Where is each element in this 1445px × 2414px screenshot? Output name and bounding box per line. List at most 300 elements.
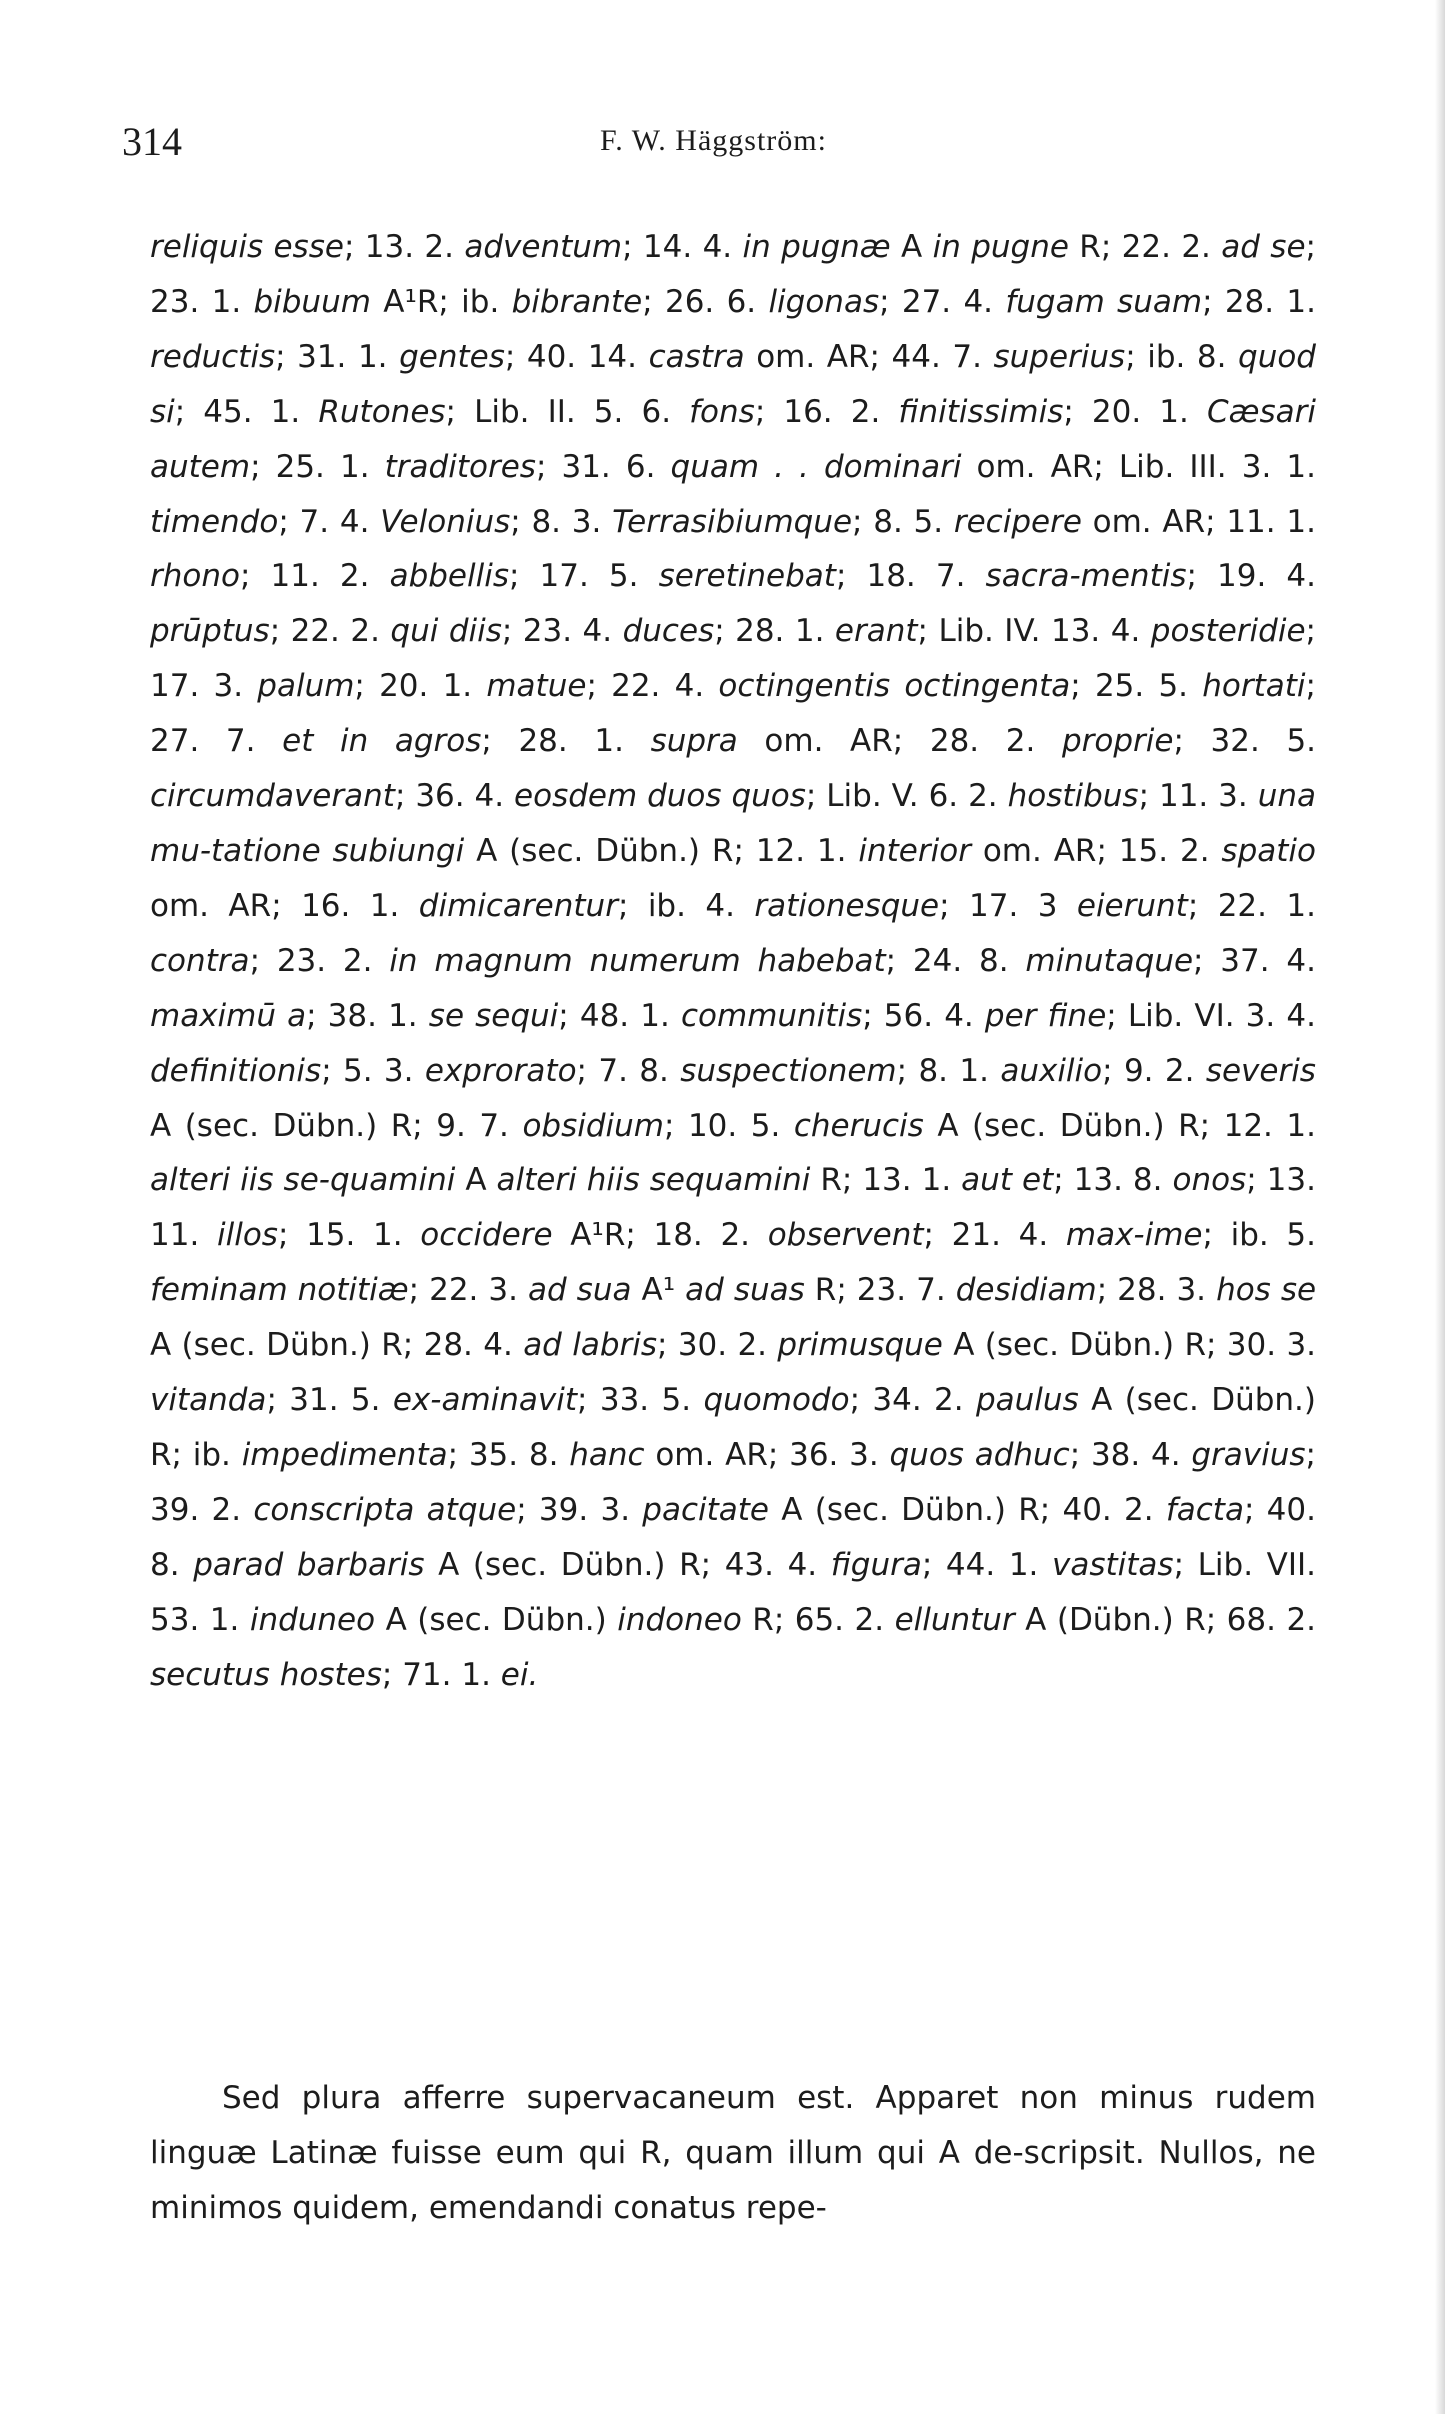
entry-reference: 13. 11.: [150, 1162, 1316, 1254]
entry-lemma: contra: [150, 942, 250, 979]
entry-lemma: bibuum: [253, 283, 371, 320]
entry-reference: 11. 2.: [270, 558, 370, 595]
apparatus-entry: 9. 7. obsidium;: [436, 1107, 688, 1144]
apparatus-entry: ib. 8. quod si;: [150, 338, 1316, 430]
apparatus-entry: 17. 5. seretinebat;: [539, 558, 867, 595]
apparatus-entry: 24. 8. minutaque;: [912, 942, 1221, 979]
apparatus-entry: 11. 3. una mu-tatione subiungi A (sec. Dübn.) R;: [150, 778, 1316, 869]
apparatus-entry: 14. 4. in pugnæ A in pugne R;: [642, 229, 1122, 265]
apparatus-entry: 39. 3. pacitate A (sec. Dübn.) R;: [538, 1491, 1063, 1528]
entry-lemma: quam . . dominari: [670, 448, 962, 485]
entry-lemma: palum: [257, 668, 355, 705]
apparatus-entry: 40. 8. parad barbaris A (sec. Dübn.) R;: [150, 1491, 1316, 1583]
critical-apparatus: [150, 220, 1316, 1702]
entry-lemma: ad sua: [528, 1272, 632, 1309]
apparatus-entry: Lib. VI. 3. 4. definitionis;: [150, 997, 1316, 1089]
apparatus-entry: 7. 4. Velonius;: [299, 503, 532, 540]
entry-lemma: reliquis esse: [150, 229, 344, 265]
entry-lemma: in pugnæ: [742, 229, 891, 265]
entry-reference: 26. 6.: [664, 283, 757, 320]
entry-reference: Lib. VII. 53. 1.: [150, 1546, 1316, 1638]
entry-witness: om. AR: [1092, 503, 1206, 540]
entry-lemma: supra: [650, 723, 738, 760]
entry-reference: 31. 5.: [289, 1382, 381, 1419]
entry-lemma: una mu-tatione subiungi: [150, 778, 1316, 869]
entry-reference: ib.: [192, 1436, 231, 1473]
paragraph-text: Sed plura afferre supervacaneum est. Apparet non minus rudem linguæ Latinæ fuisse eum qui R, quam illum qui A de-scripsit. Nullos, ne minimos quidem, emendandi conatus repe-: [150, 2080, 1316, 2226]
entry-lemma: abbellis: [389, 558, 509, 595]
entry-reference: 32. 5.: [1210, 723, 1317, 760]
entry-witness: A (sec. Dübn.) R: [438, 1546, 701, 1583]
entry-reference: 44. 1.: [945, 1546, 1039, 1583]
entry-lemma: circumdaverant: [150, 778, 395, 815]
entry-reference: 27. 4.: [901, 283, 994, 320]
entry-lemma: paulus: [975, 1382, 1079, 1419]
apparatus-entry: 31. 6. quam . . dominari om. AR;: [561, 448, 1119, 485]
entry-lemma: pacitate: [642, 1491, 770, 1528]
entry-reference: 48. 1.: [579, 997, 670, 1034]
entry-lemma: parad barbaris: [193, 1546, 425, 1583]
entry-lemma: exprorato: [424, 1052, 577, 1089]
entry-lemma: se sequi: [428, 997, 559, 1034]
entry-lemma: minutaque: [1025, 942, 1194, 979]
entry-reference: 39. 2.: [150, 1491, 242, 1528]
apparatus-entry: 43. 4. figura;: [724, 1546, 946, 1583]
entry-lemma: eosdem duos quos: [514, 778, 806, 815]
entry-lemma: quod si: [150, 338, 1316, 430]
entry-reference: 14. 4.: [642, 229, 733, 265]
entry-lemma: proprie: [1061, 723, 1174, 760]
apparatus-entry: 65. 2. elluntur A (Dübn.) R;: [794, 1601, 1227, 1638]
apparatus-entry: 28. 3. hos se A (sec. Dübn.) R;: [150, 1272, 1317, 1364]
entry-witness: A: [901, 229, 923, 265]
apparatus-entry: 40. 14. castra om. AR;: [526, 338, 892, 375]
entry-lemma: Terrasibiumque: [612, 503, 853, 540]
entry-reference: 7. 4.: [299, 503, 370, 540]
entry-witness: A (sec. Dübn.) R: [150, 1107, 413, 1144]
entry-reference: 28. 4.: [423, 1327, 513, 1364]
apparatus-entry: 18. 7. sacra-mentis;: [866, 558, 1218, 595]
entry-lemma: posteridie: [1150, 613, 1306, 650]
entry-reference: 8. 5.: [873, 503, 944, 540]
entry-reference: 8. 1.: [918, 1052, 989, 1089]
entry-lemma: duces: [622, 613, 715, 650]
entry-reference: 17. 3.: [150, 668, 244, 705]
entry-reference: 65. 2.: [794, 1601, 885, 1638]
entry-reference: 19. 4.: [1217, 558, 1317, 595]
apparatus-entry: 56. 4. per fine;: [883, 997, 1128, 1034]
entry-reference: 27. 7.: [150, 723, 256, 760]
apparatus-entry: Lib. V. 6. 2. hostibus;: [826, 778, 1159, 815]
entry-lemma: spatio: [1221, 832, 1316, 869]
entry-reference: 56. 4.: [883, 997, 974, 1034]
apparatus-entry: 7. 8. suspectionem;: [598, 1052, 919, 1089]
entry-witness: om. AR: [756, 338, 870, 375]
entry-lemma: timendo: [150, 503, 279, 540]
entry-reference: 22. 2.: [290, 613, 380, 650]
entry-variant-witness: R: [1079, 229, 1101, 265]
entry-lemma: hostibus: [1007, 778, 1139, 815]
entry-reference: ib. 4.: [647, 887, 735, 924]
entry-reference: 25. 5.: [1094, 668, 1189, 705]
apparatus-entry: 35. 8. hanc om. AR;: [468, 1436, 790, 1473]
entry-reference: 15. 1.: [306, 1217, 403, 1254]
entry-lemma: hos se: [1216, 1272, 1317, 1309]
entry-lemma: induneo: [249, 1601, 376, 1638]
entry-lemma: feminam notitiæ: [150, 1272, 409, 1309]
entry-lemma: elluntur: [894, 1601, 1015, 1638]
entry-lemma: bibrante: [511, 283, 643, 320]
apparatus-entry: 68. 2. secutus hostes;: [150, 1601, 1317, 1693]
apparatus-entry: 36. 4. eosdem duos quos;: [415, 778, 827, 815]
apparatus-entry: 16. 1. dimicarentur;: [301, 887, 648, 924]
apparatus-entry: 38. 1. se sequi;: [327, 997, 580, 1034]
entry-variant-witness: R: [814, 1272, 837, 1309]
entry-lemma: quos adhuc: [889, 1436, 1070, 1473]
entry-reference: 36. 4.: [415, 778, 505, 815]
entry-reference: 28. 2.: [929, 723, 1036, 760]
body-paragraph: [150, 2071, 1316, 2236]
apparatus-entry: 36. 3. quos adhuc;: [789, 1436, 1091, 1473]
entry-witness: om. AR: [976, 448, 1094, 485]
apparatus-entry: ib. 4. rationesque;: [647, 887, 969, 924]
entry-lemma: hortati: [1202, 668, 1306, 705]
entry-witness: A (sec. Dübn.) R: [937, 1107, 1200, 1144]
entry-reference: 5. 3.: [343, 1052, 414, 1089]
apparatus-entry: ib. impedimenta;: [192, 1436, 469, 1473]
entry-reference: 44. 7.: [891, 338, 982, 375]
entry-witness: om. AR: [764, 723, 893, 760]
entry-reference: 40. 8.: [150, 1491, 1316, 1583]
apparatus-entry: 13. 11. illos;: [150, 1162, 1316, 1254]
entry-reference: 12. 1.: [1223, 1107, 1316, 1144]
apparatus-entry: 11. 2. abbellis;: [270, 558, 540, 595]
entry-lemma: rhono: [150, 558, 240, 595]
apparatus-entry: Lib. III. 3. 1. timendo;: [150, 448, 1316, 540]
entry-reference: 17. 3: [969, 887, 1058, 924]
entry-lemma: desidiam: [955, 1272, 1097, 1309]
entry-witness: A (sec. Dübn.) R: [150, 1382, 1317, 1473]
entry-reference: ib.: [461, 283, 500, 320]
entry-witness: A: [465, 1162, 487, 1199]
entry-reference: 40. 14.: [526, 338, 638, 375]
entry-reference: 28. 3.: [1117, 1272, 1207, 1309]
entry-reference: 11. 1.: [1226, 503, 1316, 540]
page-number: 314: [122, 119, 182, 164]
entry-reference: 16. 1.: [301, 887, 400, 924]
apparatus-entry: 31. 5. ex-aminavit;: [289, 1382, 600, 1419]
entry-reference: Lib. VI. 3. 4.: [1127, 997, 1316, 1034]
entry-reference: 15. 2.: [1118, 832, 1210, 869]
apparatus-entry: 19. 4. prūptus;: [150, 558, 1317, 650]
entry-reference: 20. 1.: [379, 668, 473, 705]
entry-lemma: traditores: [384, 448, 536, 485]
entry-lemma: ex-aminavit: [392, 1382, 578, 1419]
apparatus-entry: 33. 5. quomodo;: [599, 1382, 873, 1419]
apparatus-entry: 30. 3. vitanda;: [150, 1327, 1317, 1419]
apparatus-entry: 44. 7. superius;: [891, 338, 1148, 375]
apparatus-entry: 26. 6. ligonas;: [664, 283, 902, 320]
entry-reference: 7. 8.: [598, 1052, 669, 1089]
entry-lemma: secutus hostes: [150, 1656, 382, 1693]
entry-reference: 16. 2.: [783, 393, 881, 430]
apparatus-entry: 22. 3. ad sua A¹ ad suas R;: [429, 1272, 857, 1309]
apparatus-entry: reliquis esse;: [150, 229, 365, 265]
entry-lemma: interior: [858, 832, 971, 869]
apparatus-entry: 28. 1. erant;: [735, 613, 939, 650]
entry-lemma: reductis: [150, 338, 276, 375]
entry-lemma: ligonas: [768, 283, 880, 320]
apparatus-entry: Lib. IV. 13. 4. posteridie;: [938, 613, 1316, 650]
entry-lemma: definitionis: [150, 1052, 322, 1089]
entry-variant-lemma: indoneo: [617, 1601, 742, 1638]
entry-reference: 68. 2.: [1226, 1601, 1317, 1638]
entry-reference: Lib. II. 5. 6.: [474, 393, 672, 430]
entry-witness: om. AR: [150, 887, 272, 924]
entry-reference: 38. 1.: [327, 997, 418, 1034]
entry-variant-witness: R: [820, 1162, 842, 1199]
entry-lemma: quomodo: [703, 1382, 850, 1419]
apparatus-entry: 21. 4. max-ime;: [951, 1217, 1231, 1254]
entry-reference: 23. 1.: [150, 283, 242, 320]
entry-reference: 9. 7.: [436, 1107, 509, 1144]
entry-lemma: auxilio: [1000, 1052, 1103, 1089]
apparatus-entry: 23. 1. bibuum A¹R;: [150, 283, 462, 320]
entry-reference: 18. 7.: [866, 558, 966, 595]
apparatus-entry: Lib. II. 5. 6. fons;: [474, 393, 784, 430]
apparatus-entry: 17. 3. palum;: [150, 668, 380, 705]
entry-reference: 33. 5.: [599, 1382, 692, 1419]
apparatus-entry: 20. 1. matue;: [379, 668, 612, 705]
entry-reference: 23. 2.: [276, 942, 373, 979]
entry-reference: 39. 3.: [538, 1491, 631, 1528]
entry-lemma: fugam suam: [1005, 283, 1203, 320]
apparatus-entry: 5. 3. exprorato;: [343, 1052, 599, 1089]
apparatus-entry: 38. 4. gravius;: [1090, 1436, 1316, 1473]
entry-lemma: primusque: [777, 1327, 943, 1364]
apparatus-entry: 28. 1. supra om. AR;: [518, 723, 930, 760]
apparatus-entry: 39. 2. conscripta atque;: [150, 1491, 539, 1528]
entry-lemma: gravius: [1191, 1436, 1306, 1473]
entry-reference: ib. 5.: [1230, 1217, 1316, 1254]
entry-reference: 31. 1.: [297, 338, 388, 375]
entry-reference: 34. 2.: [872, 1382, 964, 1419]
apparatus-entry: 31. 1. gentes;: [297, 338, 527, 375]
entry-lemma: alteri iis se-quamini: [150, 1162, 456, 1199]
entry-reference: 31. 6.: [561, 448, 656, 485]
entry-lemma: cherucis: [793, 1107, 924, 1144]
apparatus-entry: 9. 2. severis A (sec. Dübn.) R;: [150, 1052, 1316, 1144]
apparatus-entry: 27. 4. fugam suam;: [901, 283, 1225, 320]
entry-lemma: seretinebat: [658, 558, 836, 595]
entry-lemma: maximū a: [150, 997, 307, 1034]
entry-lemma: ei.: [500, 1656, 539, 1693]
entry-witness: A (sec. Dübn.): [385, 1601, 607, 1638]
entry-witness: om. AR: [655, 1436, 768, 1473]
apparatus-entry: 25. 1. traditores;: [275, 448, 562, 485]
entry-lemma: facta: [1165, 1491, 1244, 1528]
entry-reference: 13. 2.: [364, 229, 454, 265]
apparatus-entry: 27. 7. et in agros;: [150, 723, 519, 760]
entry-lemma: illos: [216, 1217, 278, 1254]
apparatus-entry: 11. 1. rhono;: [150, 503, 1316, 595]
entry-variant-lemma: alteri hiis sequamini: [496, 1162, 811, 1199]
entry-witness: A (sec. Dübn.) R: [476, 832, 734, 869]
entry-lemma: observent: [767, 1217, 924, 1254]
entry-lemma: hanc: [569, 1436, 645, 1473]
entry-lemma: in magnum numerum habebat: [389, 942, 886, 979]
entry-reference: 36. 3.: [789, 1436, 879, 1473]
apparatus-entry: 23. 7. desidiam;: [856, 1272, 1118, 1309]
entry-witness: A¹: [641, 1272, 676, 1309]
entry-reference: 22. 1.: [1217, 887, 1316, 924]
entry-witness: A (sec. Dübn.) R: [150, 1327, 403, 1364]
running-head: F. W. Häggström:: [600, 124, 827, 157]
entry-reference: 22. 2.: [1121, 229, 1211, 265]
entry-reference: 22. 3.: [429, 1272, 518, 1309]
entry-lemma: figura: [830, 1546, 922, 1583]
entry-reference: 23. 4.: [522, 613, 613, 650]
entry-reference: Lib. IV. 13. 4.: [938, 613, 1141, 650]
entry-witness: A (sec. Dübn.) R: [953, 1327, 1206, 1364]
apparatus-entry: 15. 2. spatio om. AR;: [150, 832, 1316, 924]
apparatus-entry: 40. 2. facta;: [1062, 1491, 1267, 1528]
entry-reference: 28. 1.: [518, 723, 624, 760]
entry-reference: 18. 2.: [653, 1217, 751, 1254]
entry-reference: 40. 2.: [1062, 1491, 1154, 1528]
apparatus-entry: 28. 1. reductis;: [150, 283, 1316, 375]
entry-lemma: per fine: [984, 997, 1107, 1034]
entry-lemma: Cæsari autem: [150, 393, 1316, 485]
entry-witness: A (Dübn.) R: [1025, 1601, 1206, 1638]
entry-reference: ib. 8.: [1147, 338, 1227, 375]
entry-lemma: communitis: [680, 997, 863, 1034]
apparatus-entry: 34. 2. paulus A (sec. Dübn.) R;: [150, 1382, 1317, 1473]
entry-reference: 28. 1.: [735, 613, 825, 650]
entry-lemma: vastitas: [1052, 1546, 1174, 1583]
entry-lemma: Velonius: [380, 503, 511, 540]
apparatus-entry: 25. 5. hortati;: [1094, 668, 1316, 705]
entry-lemma: superius: [993, 338, 1126, 375]
entry-lemma: severis: [1205, 1052, 1316, 1089]
entry-lemma: rationesque: [754, 887, 940, 924]
apparatus-entry: 13. 2. adventum;: [364, 229, 643, 265]
apparatus-entry: 10. 5. cherucis A (sec. Dübn.) R;: [687, 1107, 1224, 1144]
entry-lemma: eierunt: [1076, 887, 1188, 924]
apparatus-entry: 8. 1. auxilio;: [918, 1052, 1124, 1089]
entry-variant-lemma: in pugne: [932, 229, 1069, 265]
entry-lemma: vitanda: [150, 1382, 267, 1419]
entry-witness: A (sec. Dübn.) R: [781, 1491, 1040, 1528]
entry-reference: 71. 1.: [402, 1656, 491, 1693]
entry-reference: 12. 1.: [755, 832, 847, 869]
entry-reference: 30. 2.: [677, 1327, 768, 1364]
entry-lemma: aut et: [961, 1162, 1054, 1199]
entry-lemma: occidere: [420, 1217, 553, 1254]
apparatus-entry: 18. 2. observent;: [653, 1217, 952, 1254]
apparatus-entry: [402, 1657, 538, 1693]
apparatus-entry: 48. 1. communitis;: [579, 997, 884, 1034]
entry-lemma: max-ime: [1065, 1217, 1203, 1254]
entry-lemma: et in agros: [282, 723, 482, 760]
page-edge-shadow: [1435, 0, 1445, 2414]
apparatus-entry: 30. 2. primusque A (sec. Dübn.) R;: [677, 1327, 1227, 1364]
entry-reference: 11. 3.: [1158, 778, 1248, 815]
entry-lemma: dimicarentur: [418, 887, 618, 924]
entry-lemma: erant: [834, 613, 918, 650]
apparatus-entry: 8. 3. Terrasibiumque;: [531, 503, 874, 540]
entry-lemma: conscripta atque: [253, 1491, 517, 1528]
apparatus-entry: 12. 1. alteri iis se-quamini A alteri hiis sequamini R;: [150, 1107, 1316, 1199]
entry-reference: 8. 3.: [531, 503, 602, 540]
entry-lemma: octingentis octingenta: [718, 668, 1071, 705]
entry-reference: 35. 8.: [468, 1436, 559, 1473]
entry-reference: 30. 3.: [1226, 1327, 1317, 1364]
entry-lemma: matue: [486, 668, 587, 705]
entry-reference: 23. 7.: [856, 1272, 946, 1309]
entry-reference: 17. 5.: [539, 558, 639, 595]
apparatus-entry: 45. 1. Rutones;: [203, 393, 475, 430]
apparatus-entry: 8. 5. recipere om. AR;: [873, 503, 1227, 540]
apparatus-entry: 37. 4. maximū a;: [150, 942, 1316, 1034]
apparatus-entry: Lib. VII. 53. 1. induneo A (sec. Dübn.) indoneo R;: [150, 1546, 1316, 1638]
entry-reference: 24. 8.: [912, 942, 1009, 979]
entry-reference: 22. 4.: [611, 668, 705, 705]
entry-variant-witness: R: [752, 1601, 774, 1638]
entry-witness: om. AR: [982, 832, 1097, 869]
entry-lemma: Rutones: [318, 393, 446, 430]
apparatus-entry: 23. 4. duces;: [522, 613, 736, 650]
apparatus-entry: 28. 4. ad labris;: [423, 1327, 678, 1364]
entry-witness: A¹R: [570, 1217, 626, 1254]
entry-lemma: qui diis: [390, 613, 502, 650]
apparatus-entry: 32. 5. circumdaverant;: [150, 723, 1317, 815]
entry-variant-lemma: ad suas: [685, 1272, 805, 1309]
apparatus-entry: ib. 5. feminam notitiæ;: [150, 1217, 1316, 1309]
entry-reference: 37. 4.: [1220, 942, 1316, 979]
apparatus-entry: 22. 4. octingentis octingenta;: [611, 668, 1095, 705]
apparatus-entry: 22. 2. ad se;: [1121, 229, 1316, 265]
apparatus-entry: 28. 2. proprie;: [929, 723, 1211, 760]
entry-witness: A¹R: [383, 283, 439, 320]
entry-reference: Lib. III. 3. 1.: [1118, 448, 1316, 485]
apparatus-entry: 44. 1. vastitas;: [945, 1546, 1198, 1583]
entry-lemma: fons: [689, 393, 755, 430]
entry-reference: 21. 4.: [951, 1217, 1049, 1254]
apparatus-entry: ib. bibrante;: [461, 283, 665, 320]
entry-reference: 45. 1.: [203, 393, 301, 430]
entry-reference: 38. 4.: [1090, 1436, 1181, 1473]
entry-lemma: ad labris: [523, 1327, 658, 1364]
entry-reference: Lib. V. 6. 2.: [826, 778, 998, 815]
apparatus-entry: 12. 1. interior om. AR;: [755, 832, 1119, 869]
entry-lemma: obsidium: [522, 1107, 664, 1144]
entry-reference: 9. 2.: [1123, 1052, 1195, 1089]
apparatus-entry: 20. 1. Cæsari autem;: [150, 393, 1316, 485]
entry-lemma: gentes: [399, 338, 505, 375]
apparatus-entry: 23. 2. in magnum numerum habebat;: [276, 942, 913, 979]
apparatus-entry: 15. 1. occidere A¹R;: [306, 1217, 654, 1254]
entry-lemma: ad se: [1221, 229, 1306, 265]
apparatus-entry: 22. 1. contra;: [150, 887, 1316, 979]
entry-reference: 20. 1.: [1091, 393, 1189, 430]
apparatus-entry: 13. 8. onos;: [1073, 1162, 1267, 1199]
apparatus-entry: 17. 3 eierunt;: [969, 887, 1218, 924]
entry-reference: 28. 1.: [1224, 283, 1316, 320]
entry-reference: 43. 4.: [724, 1546, 818, 1583]
entry-reference: 13. 1.: [862, 1162, 952, 1199]
entry-reference: 25. 1.: [275, 448, 370, 485]
